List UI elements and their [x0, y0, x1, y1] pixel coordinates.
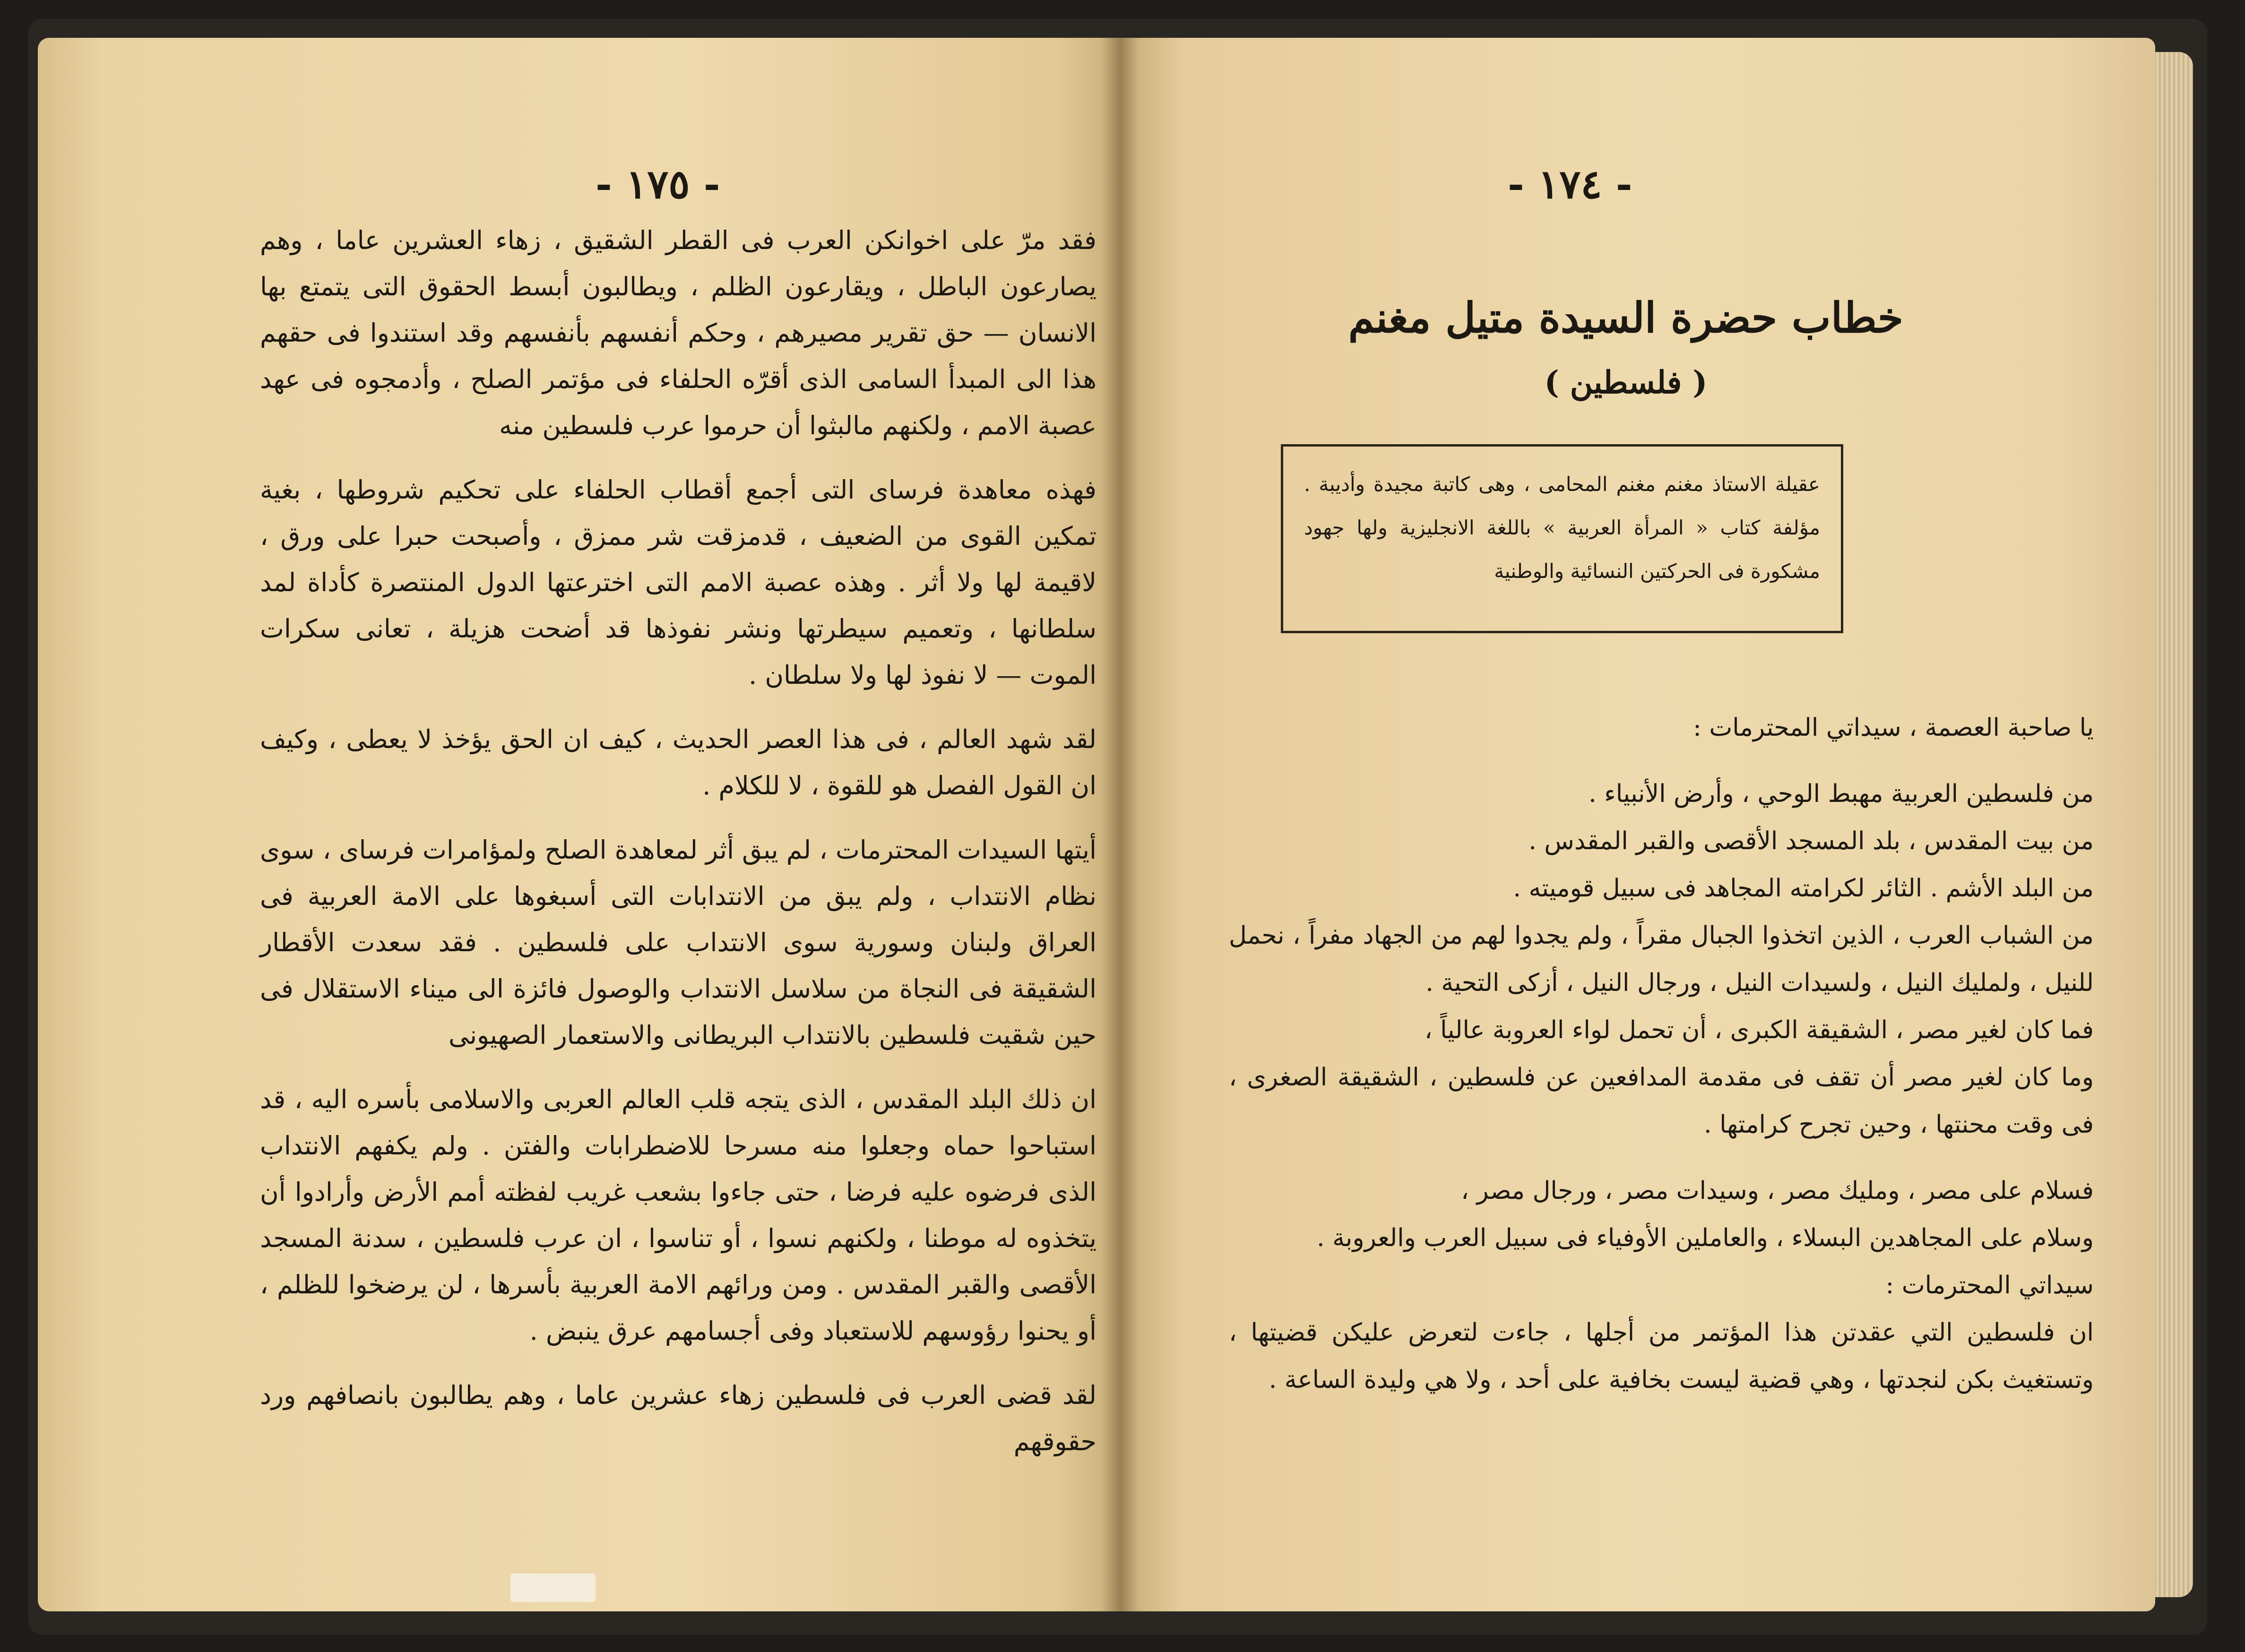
- speech-line: وسلام على المجاهدين البسلاء ، والعاملين الأوفياء فى سبيل العرب والعروبة .: [1317, 1224, 2094, 1252]
- speech-line: من فلسطين العربية مهبط الوحي ، وأرض الأنبياء .: [1589, 780, 2094, 808]
- paragraph: أيتها السيدات المحترمات ، لم يبق أثر لمعاهدة الصلح ولمؤامرات فرساى ، سوى نظام الانتداب ، ولم يبق من الانتدابات التى أسبغوها على الامة العربية فى العراق ولبنان وسورية سوى الانتداب على فلسطين . فقد سعدت الأقطار الشقيقة فى النجاة من سلاسل الانتداب والوصول فائزة الى ميناء الاستقلال فى حين شقيت فلسطين بالانتداب البريطانى والاستعمار الصهيونى: [260, 835, 1097, 1050]
- speaker-bio-box: عقيلة الاستاذ مغنم مغنم المحامى ، وهى كاتبة مجيدة وأديبة . مؤلفة كتاب « المرأة العربية » باللغة الانجليزية ولها جهود مشكورة فى الحركتين النسائية والوطنية: [1281, 444, 1843, 633]
- book-gutter: [1101, 38, 1139, 1611]
- speech-line: ان فلسطين التي عقدتن هذا المؤتمر من أجلها ، جاءت لتعرض عليكن قضيتها ، وتستغيث بكن لنجدتها ، وهي قضية ليست بخافية على أحد ، ولا هي وليدة الساعة .: [1229, 1318, 2094, 1394]
- speech-line: من البلد الأشم . الثائر لكرامته المجاهد فى سبيل قوميته .: [1513, 874, 2094, 903]
- speech-title: خطاب حضرة السيدة متيل مغنم: [1348, 293, 1904, 342]
- right-page-number: - ١٧٤ -: [1508, 161, 1632, 207]
- speech-line: فسلام على مصر ، ومليك مصر ، وسيدات مصر ، ورجال مصر ،: [1461, 1177, 2094, 1205]
- paragraph: ان ذلك البلد المقدس ، الذى يتجه قلب العالم العربى والاسلامى بأسره اليه ، قد استباحوا حماه وجعلوا منه مسرحا للاضطرابات والفتن . ولم يكفهم الانتداب الذى فرضوه عليه فرضا ، حتى جاءوا بشعب غريب لفظته أمم الأرض وأرادوا أن يتخذوه له موطنا ، ولكنهم نسوا ، أو تناسوا ، ان عرب فلسطين ، سدنة المسجد الأقصى والقبر المقدس . ومن ورائهم الامة العربية بأسرها ، لن يرضخوا للظلم ، أو يحنوا رؤوسهم للاستعباد وفى أجسامهم عرق ينبض .: [260, 1084, 1097, 1346]
- speech-line: من الشباب العرب ، الذين اتخذوا الجبال مقراً ، ولم يجدوا لهم من الجهاد مفراً ، نحمل للنيل ، ولمليك النيل ، ولسيدات النيل ، ورجال النيل ، أزكى التحية .: [1229, 921, 2094, 997]
- right-page: [1120, 38, 2155, 1611]
- paragraph: فقد مرّ على اخوانكن العرب فى القطر الشقيق ، زهاء العشرين عاما ، وهم يصارعون الباطل ، ويقارعون الظلم ، ويطالبون أبسط الحقوق التى يتمتع بها الانسان — حق تقرير مصيرهم ، وحكم أنفسهم بأنفسهم وقد استندوا فى حقهم هذا الى المبدأ السامى الذى أقرّه الحلفاء فى مؤتمر الصلح ، وأدمجوه فى عهد عصبة الامم ، ولكنهم مالبثوا أن حرموا عرب فلسطين منه: [260, 225, 1097, 440]
- paragraph: لقد شهد العالم ، فى هذا العصر الحديث ، كيف ان الحق يؤخذ لا يعطى ، وكيف ان القول الفصل هو للقوة ، لا للكلام .: [260, 724, 1097, 800]
- speech-line: فما كان لغير مصر ، الشقيقة الكبرى ، أن تحمل لواء العروبة عالياً ،: [1424, 1016, 2094, 1044]
- speech-line: وما كان لغير مصر أن تقف فى مقدمة المدافعين عن فلسطين ، الشقيقة الصغرى ، فى وقت محنتها ، وحين تجرح كرامتها .: [1229, 1063, 2094, 1139]
- library-tab: [510, 1574, 596, 1602]
- speech-line: يا صاحبة العصمة ، سيداتي المحترمات :: [1693, 714, 2094, 742]
- page-edges: [2155, 52, 2193, 1597]
- paragraph: فهذه معاهدة فرساى التى أجمع أقطاب الحلفاء على تحكيم شروطها ، بغية تمكين القوى من الضعيف ، قدمزقت شر ممزق ، وأصبحت حبرا على ورق ، لاقيمة لها ولا أثر . وهذه عصبة الامم التى اخترعتها الدول المنتصرة كأداة لمد سلطانها ، وتعميم سيطرتها ونشر نفوذها قد أضحت هزيلة ، تعانى سكرات الموت — لا نفوذ لها ولا سلطان .: [260, 475, 1097, 690]
- right-page-text: [1229, 704, 2094, 1403]
- speech-subtitle: ( فلسطين ): [1544, 364, 1708, 401]
- speech-line: سيداتي المحترمات :: [1885, 1271, 2094, 1299]
- left-page-text: [260, 217, 1097, 1483]
- paragraph: لقد قضى العرب فى فلسطين زهاء عشرين عاما ، وهم يطالبون بانصافهم ورد حقوقهم: [260, 1380, 1097, 1456]
- left-page-number: - ١٧٥ -: [596, 161, 720, 207]
- speech-line: من بيت المقدس ، بلد المسجد الأقصى والقبر المقدس .: [1528, 827, 2094, 855]
- left-page: [38, 38, 1120, 1611]
